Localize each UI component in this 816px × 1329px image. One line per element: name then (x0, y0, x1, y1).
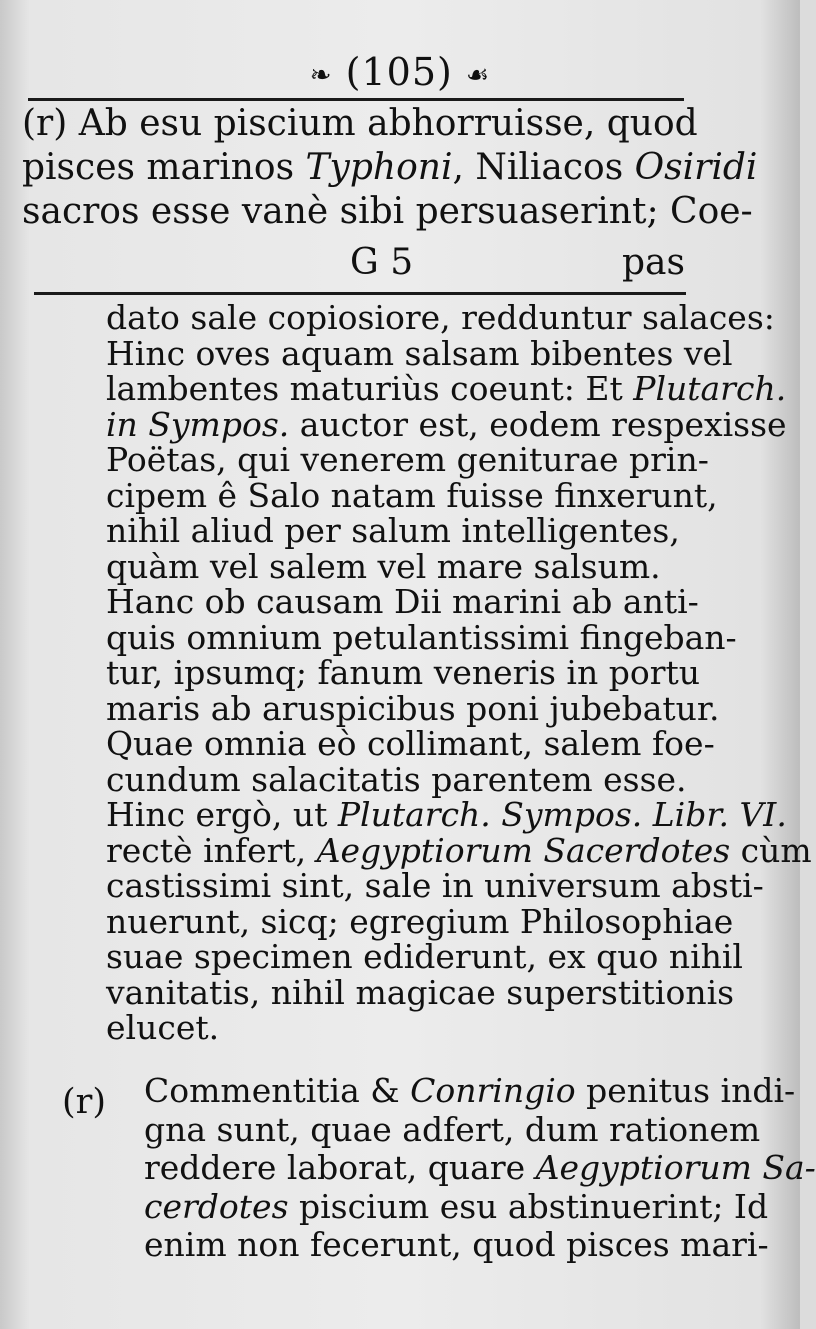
top-footnote-line: sacros esse vanè sibi persuaserint; Coe- (22, 191, 753, 232)
text-line: nihil aliud per salum intelligentes, (106, 511, 680, 550)
footnote-line: gna sunt, quae adfert, dum rationem (144, 1109, 761, 1149)
text-line: rectè infert, Aegyptiorum Sacerdotes cùm (106, 830, 812, 870)
text-line: vanitatis, nihil magicae superstitionis (106, 972, 735, 1012)
text-line: Hinc ergò, ut Plutarch. Sympos. Libr. VI. (106, 795, 787, 834)
running-head (0, 50, 800, 94)
text-line: quàm vel salem vel mare salsum. (106, 546, 661, 586)
footnote-marker: (r) (62, 1082, 107, 1122)
text-line: lambentes maturiùs coeunt: Et Plutarch. (106, 369, 787, 408)
main-text (106, 298, 812, 1047)
top-footnote-line: pisces marinos Typhoni, Niliacos Osiridi (22, 147, 758, 188)
text-line: in Sympos. auctor est, eodem respexisse (106, 404, 787, 444)
text-line: Poëtas, qui venerem geniturae prin- (106, 440, 709, 479)
text-line: suae specimen ediderunt, ex quo nihil (106, 937, 743, 976)
catchword: pas (622, 242, 685, 283)
signature-line (0, 242, 800, 282)
text-line: maris ab aruspicibus poni jubebatur. (106, 688, 720, 728)
footnote-line: enim non fecerunt, quod pisces mari- (144, 1225, 769, 1264)
text-line: dato sale copiosiore, redduntur salaces: (106, 298, 775, 337)
signature-mark: G 5 (350, 242, 414, 283)
text-line: Quae omnia eò collimant, salem foe- (106, 724, 715, 763)
text-line: nuerunt, sicq; egregium Philosophiae (106, 901, 734, 941)
ornament-left-icon: ❧ (309, 60, 333, 91)
top-footnote-line: (r) Ab esu piscium abhorruisse, quod (22, 103, 698, 144)
text-line: tur, ipsumq; fanum veneris in portu (106, 653, 700, 692)
text-line: Hinc oves aquam salsam bibentes vel (106, 333, 733, 373)
footnote-r (144, 1071, 816, 1265)
text-line: elucet. (106, 1008, 220, 1047)
footnote-line: Commentitia & Conringio penitus indi- (144, 1071, 796, 1110)
text-line: Hanc ob causam Dii marini ab anti- (106, 582, 699, 621)
footnote-line: cerdotes piscium esu abstinuerint; Id (144, 1186, 769, 1226)
header-rule (28, 98, 684, 101)
text-line: quis omnium petulantissimi fingeban- (106, 617, 737, 657)
text-line: cipem ê Salo natam fuisse finxerunt, (106, 475, 718, 515)
footnote-line: reddere laborat, quare Aegyptiorum Sa- (144, 1148, 816, 1187)
top-footnote (22, 102, 758, 234)
ornament-right-icon: ☙ (465, 60, 491, 91)
body-rule (34, 292, 686, 295)
text-line: cundum salacitatis parentem esse. (106, 759, 687, 799)
text-line: castissimi sint, sale in universum absti- (106, 866, 764, 905)
page-number: (105) (345, 50, 453, 94)
